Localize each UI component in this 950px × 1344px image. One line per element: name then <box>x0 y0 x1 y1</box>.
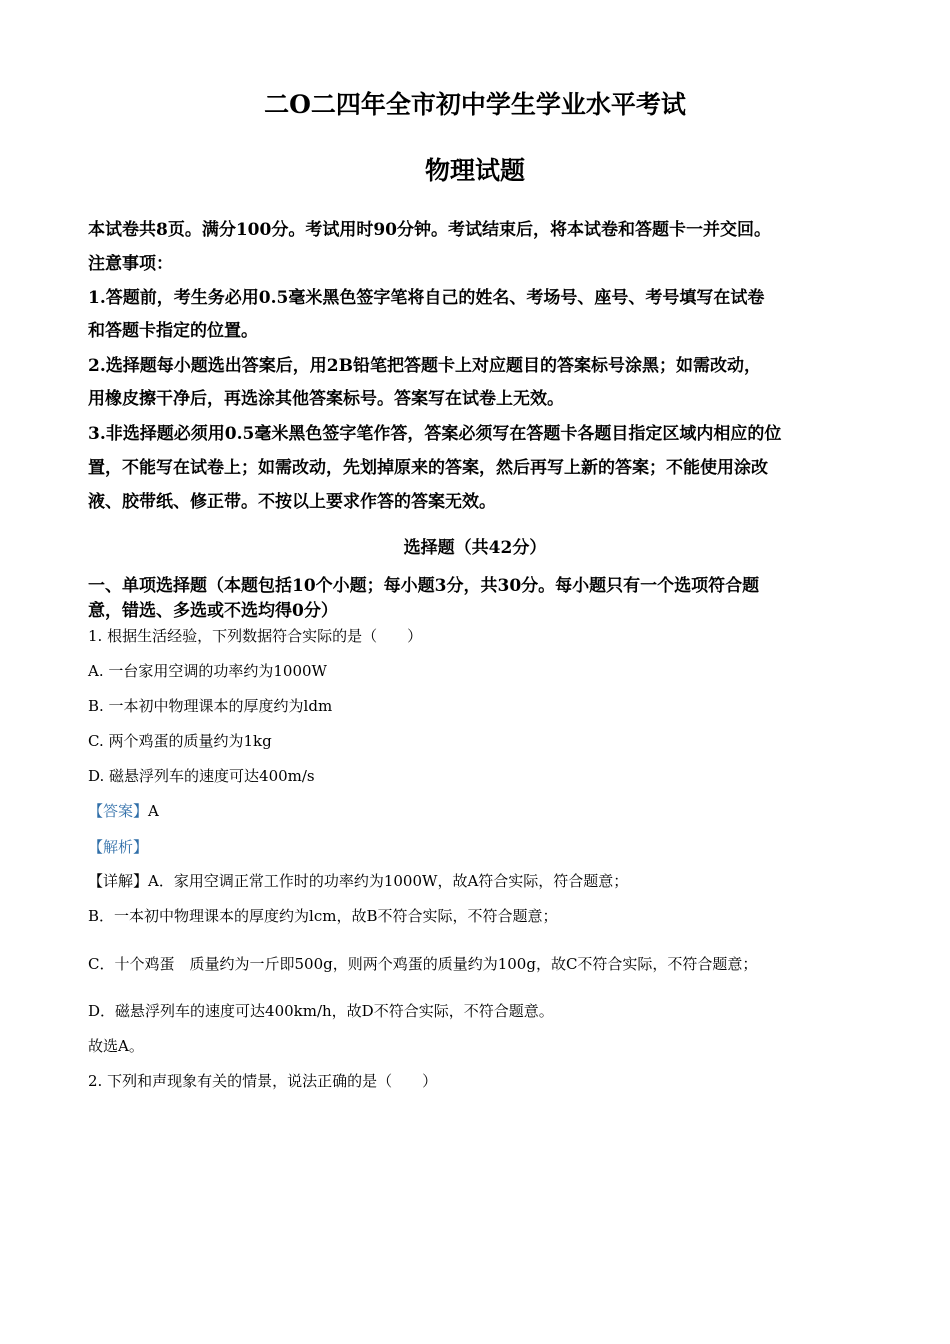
question-1-conclusion: 故选A。 <box>88 1037 144 1055</box>
detail-a-text: A．家用空调正常工作时的功率约为1000W，故A符合实际，符合题意； <box>148 872 629 890</box>
question-1-stem: 1. 根据生活经验，下列数据符合实际的是（ ） <box>88 627 423 645</box>
notice-label: 注意事项： <box>88 254 173 274</box>
question-1-detail-b: B．一本初中物理课本的厚度约为lcm，故B不符合实际，不符合题意； <box>88 907 558 925</box>
detail-label: 【详解】 <box>88 872 149 890</box>
answer-value: A <box>148 802 159 820</box>
instruction-item-3-line-1: 3.非选择题必须用0.5毫米黑色签字笔作答，答案必须写在答题卡各题目指定区域内相应的位 <box>88 424 782 444</box>
answer-label: 【答案】 <box>88 802 149 820</box>
instruction-item-1-line-1: 1.答题前，考生务必用0.5毫米黑色签字笔将自己的姓名、考场号、座号、考号填写在试卷 <box>88 288 765 308</box>
question-1-option-c: C. 两个鸡蛋的质量约为1kg <box>88 732 272 750</box>
question-1-option-d: D. 磁悬浮列车的速度可达400m/s <box>88 767 315 785</box>
question-1-detail-c: C．十个鸡蛋 质量约为一斤即500g，则两个鸡蛋的质量约为100g，故C不符合实际，不符合题意； <box>88 955 758 973</box>
question-2-stem: 2. 下列和声现象有关的情景，说法正确的是（ ） <box>88 1072 438 1090</box>
question-1-option-b: B. 一本初中物理课本的厚度约为ldm <box>88 697 333 715</box>
question-1-option-a: A. 一台家用空调的功率约为1000W <box>88 662 327 680</box>
exam-title: 二O二四年全市初中学生学业水平考试 <box>264 90 686 119</box>
instructions-intro: 本试卷共8页。满分100分。考试用时90分钟。考试结束后，将本试卷和答题卡一并交回。 <box>88 220 771 240</box>
instruction-item-3-line-2: 置，不能写在试卷上；如需改动，先划掉原来的答案，然后再写上新的答案；不能使用涂改 <box>88 458 768 478</box>
part-1-heading-line-1: 一、单项选择题（本题包括10个小题；每小题3分，共30分。每小题只有一个选项符合题 <box>88 576 760 596</box>
part-1-heading-line-2: 意，错选、多选或不选均得0分） <box>88 601 338 621</box>
question-1-answer <box>88 804 159 819</box>
question-1-detail-d: D．磁悬浮列车的速度可达400km/h，故D不符合实际，不符合题意。 <box>88 1002 554 1020</box>
instruction-item-1-line-2: 和答题卡指定的位置。 <box>88 321 258 341</box>
instruction-item-2-line-2: 用橡皮擦干净后，再选涂其他答案标号。答案写在试卷上无效。 <box>88 389 564 409</box>
section-heading: 选择题（共42分） <box>403 538 547 558</box>
instruction-item-3-line-3: 液、胶带纸、修正带。不按以上要求作答的答案无效。 <box>88 492 496 512</box>
question-1-detail-a <box>88 874 628 889</box>
subject-title: 物理试题 <box>424 156 525 185</box>
analysis-label: 【解析】 <box>88 838 149 856</box>
instruction-item-2-line-1: 2.选择题每小题选出答案后，用2B铅笔把答题卡上对应题目的答案标号涂黑；如需改动， <box>88 356 761 376</box>
